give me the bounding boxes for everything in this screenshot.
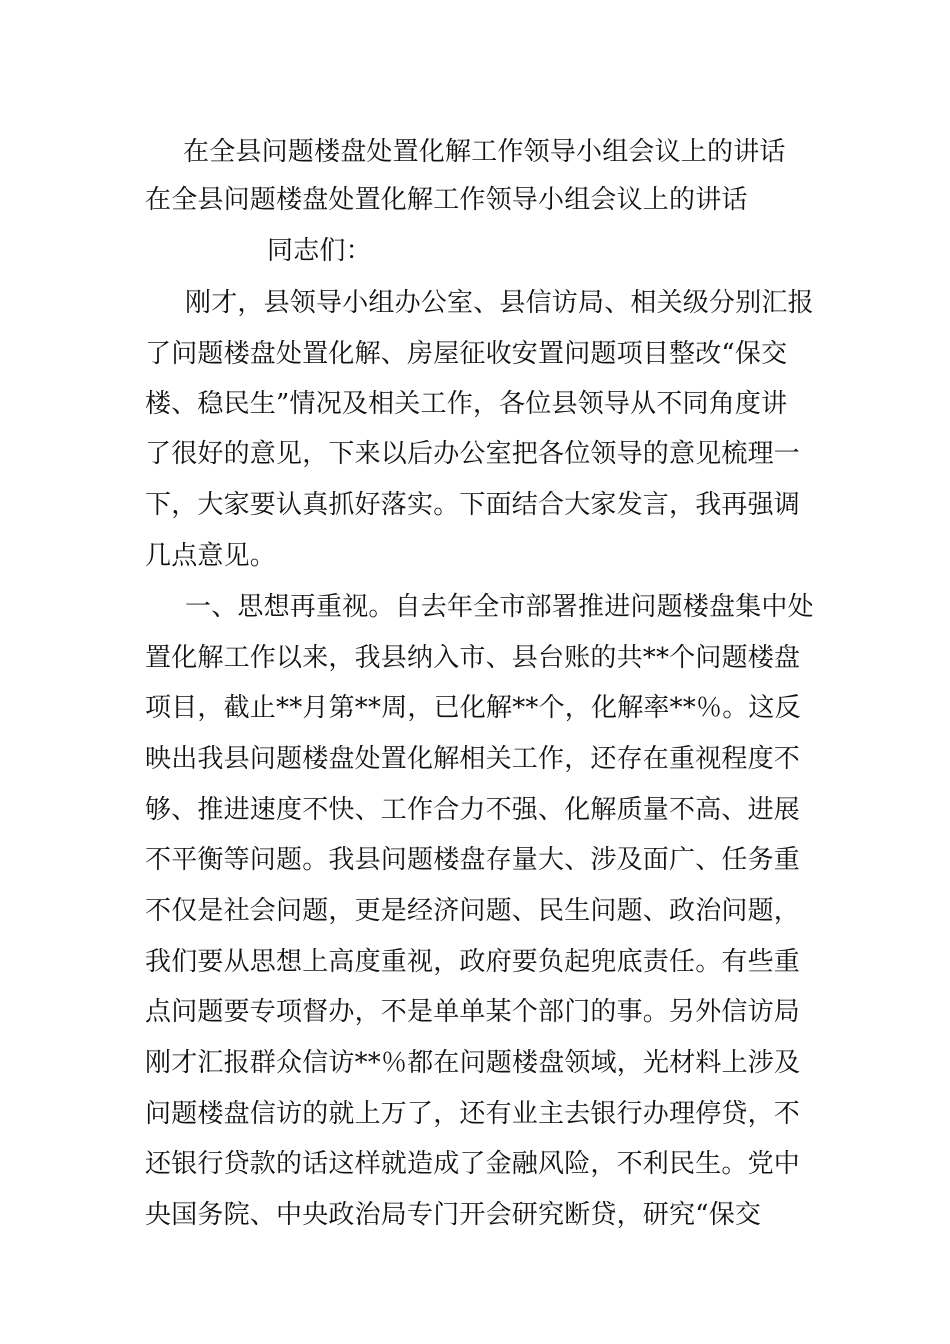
paragraph-line: 我们要从思想上高度重视，政府要负起兜底责任。有些重: [145, 947, 801, 977]
paragraph-line: 央国务院、中央政治局专门开会研究断贷，研究“保交: [145, 1200, 762, 1230]
paragraph-line: 项目，截止**月第**周，已化解**个，化解率**％。这反: [145, 693, 801, 723]
paragraph-line: 刚才，县领导小组办公室、县信访局、相关级分别汇报: [185, 288, 814, 318]
document-subtitle: 在全县问题楼盘处置化解工作领导小组会议上的讲话: [145, 185, 748, 215]
paragraph-line: 了很好的意见，下来以后办公室把各位领导的意见梳理一: [145, 439, 801, 469]
paragraph-line: 够、推进速度不快、工作合力不强、化解质量不高、进展: [145, 795, 801, 825]
paragraph-line: 不仅是社会问题，更是经济问题、民生问题、政治问题，: [145, 896, 801, 926]
paragraph-line: 下，大家要认真抓好落实。下面结合大家发言，我再强调: [145, 490, 801, 520]
paragraph-line: 置化解工作以来，我县纳入市、县台账的共**个问题楼盘: [145, 643, 801, 673]
paragraph-line: 问题楼盘信访的就上万了，还有业主去银行办理停贷，不: [145, 1099, 801, 1129]
paragraph-line: 映出我县问题楼盘处置化解相关工作，还存在重视程度不: [145, 744, 801, 774]
paragraph-line: 了问题楼盘处置化解、房屋征收安置问题项目整改“保交: [145, 339, 788, 369]
paragraph-line: 刚才汇报群众信访**％都在问题楼盘领域，光材料上涉及: [145, 1048, 801, 1078]
paragraph-line: 几点意见。: [145, 541, 277, 571]
paragraph-line: 点问题要专项督办，不是单单某个部门的事。另外信访局: [145, 997, 801, 1027]
paragraph-line: 一、思想再重视。自去年全市部署推进问题楼盘集中处: [185, 592, 814, 622]
document-title: 在全县问题楼盘处置化解工作领导小组会议上的讲话: [183, 137, 786, 167]
salutation: 同志们：: [267, 236, 372, 266]
paragraph-line: 不平衡等问题。我县问题楼盘存量大、涉及面广、任务重: [145, 845, 801, 875]
paragraph-line: 还银行贷款的话这样就造成了金融风险，不利民生。党中: [145, 1149, 801, 1179]
paragraph-line: 楼、稳民生”情况及相关工作，各位县领导从不同角度讲: [145, 389, 788, 419]
